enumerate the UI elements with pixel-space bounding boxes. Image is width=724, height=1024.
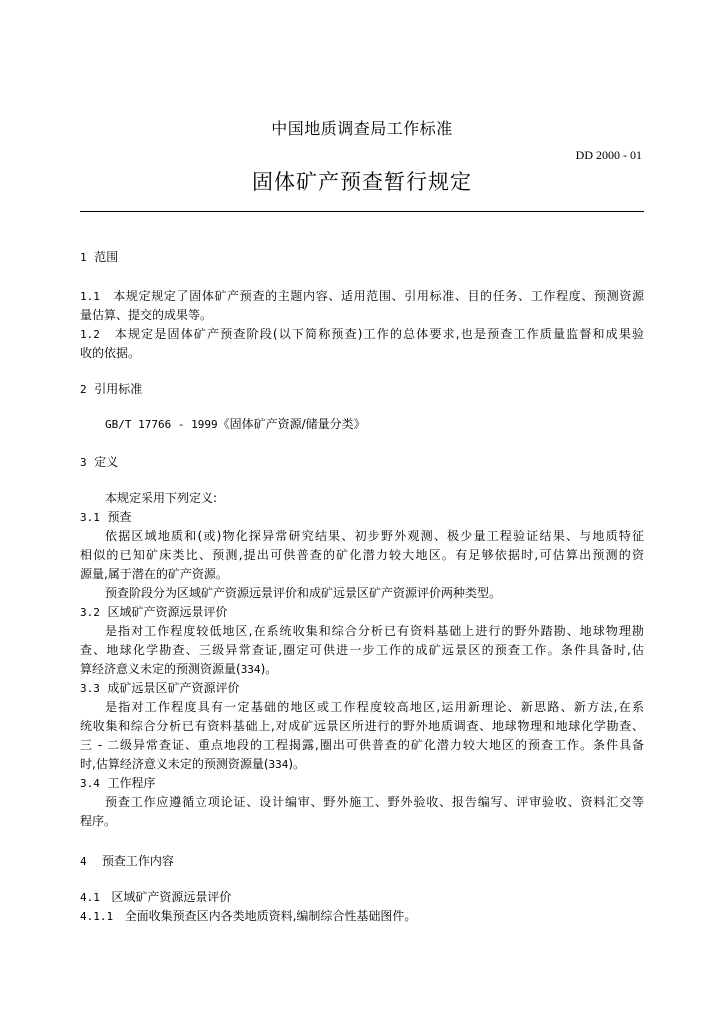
clause-text: 查、地球化学勘查、三级异常查证,圈定可供进一步工作的成矿远景区的预查工作。条件具备时,估 <box>80 643 644 657</box>
section-title: 范围 <box>94 250 119 264</box>
clause-text: )。 <box>260 662 278 676</box>
clause-text: 量估算、提交的成果等。 <box>80 308 213 322</box>
section-title: 预查工作内容 <box>101 854 174 868</box>
reference-title: 《固体矿产资源/储量分类》 <box>217 417 366 431</box>
section-title: 定义 <box>94 455 119 469</box>
clause-text: 三 - 二级异常查证、重点地段的工程揭露,圈出可供普查的矿化潜力较大地区的预查工作。条件具备 <box>80 738 644 752</box>
section-number: 2 <box>80 383 87 396</box>
standard-code: DD 2000 - 01 <box>575 148 642 162</box>
resource-class-code: 334 <box>240 663 261 676</box>
section-3-body <box>80 489 644 831</box>
clause-text: 时,估算经济意义未定的预测资源量( <box>80 757 269 771</box>
clause-text: 统收集和综合分析已有资料基础上,对成矿远景区所进行的野外地质调查、地球物理和地球化学勘查、 <box>80 719 644 733</box>
section-title: 引用标准 <box>94 382 143 396</box>
clause-heading: 区域矿产资源远景评价 <box>107 605 228 619</box>
reference-code: GB/T 17766 - 1999 <box>105 418 218 431</box>
clause-text: 相似的已知矿床类比、预测,提出可供普查的矿化潜力较大地区。有足够依据时,可估算出预测的资 <box>80 548 644 562</box>
clause-text: 本规定规定了固体矿产预查的主题内容、适用范围、引用标准、目的任务、工作程度、预测资源 <box>113 289 644 303</box>
issuing-organization: 中国地质调查局工作标准 <box>271 119 453 138</box>
clause-number: 1.1 <box>80 290 100 303</box>
clause-text: 收的依据。 <box>80 346 141 360</box>
clause-number: 1.2 <box>80 328 100 341</box>
clause-heading: 工作程序 <box>107 776 156 790</box>
section-4-body <box>80 888 644 926</box>
clause-text: 依据区域地质和(或)物化探异常研究结果、初步野外观测、极少量工程验证结果、与地质特征 <box>105 529 644 543</box>
clause-text: 算经济意义未定的预测资源量( <box>80 662 241 676</box>
normative-reference <box>80 415 644 434</box>
clause-text: 是指对工作程度具有一定基础的地区或工作程度较高地区,运用新理论、新思路、新方法,在系 <box>105 700 644 714</box>
clause-text: 全面收集预查区内各类地质资料,编制综合性基础图件。 <box>124 909 417 923</box>
clause-number: 4.1 <box>80 891 100 904</box>
clause-heading: 成矿远景区矿产资源评价 <box>107 681 240 695</box>
section-3-heading <box>80 453 644 472</box>
clause-text: 源量,属于潜在的矿产资源。 <box>80 567 228 581</box>
section-number: 3 <box>80 456 87 469</box>
clause-number: 3.3 <box>80 682 100 695</box>
definition-intro: 本规定采用下列定义: <box>105 491 218 505</box>
clause-heading: 预查 <box>107 510 132 524</box>
clause-text: 预查工作应遵循立项论证、设计编审、野外施工、野外验收、报告编写、评审验收、资料汇交等 <box>105 795 644 809</box>
section-2-heading <box>80 380 644 399</box>
clause-1-1 <box>80 287 644 363</box>
clause-text: 本规定是固体矿产预查阶段(以下简称预查)工作的总体要求,也是预查工作质量监督和成果验 <box>114 327 644 341</box>
clause-number: 4.1.1 <box>80 910 114 923</box>
clause-heading: 区域矿产资源远景评价 <box>111 890 232 904</box>
document-title: 固体矿产预查暂行规定 <box>252 170 472 194</box>
title-divider <box>80 211 644 212</box>
clause-text: 程序。 <box>80 814 117 828</box>
section-number: 4 <box>80 855 87 868</box>
clause-number: 3.2 <box>80 606 100 619</box>
clause-number: 3.4 <box>80 777 100 790</box>
clause-text: )。 <box>288 757 306 771</box>
section-4-heading <box>80 852 644 871</box>
clause-text: 是指对工作程度较低地区,在系统收集和综合分析已有资料基础上进行的野外踏勘、地球物理勘 <box>105 624 644 638</box>
clause-text: 预查阶段分为区域矿产资源远景评价和成矿远景区矿产资源评价两种类型。 <box>105 586 502 600</box>
resource-class-code: 334 <box>268 758 289 771</box>
section-number: 1 <box>80 251 87 264</box>
section-1-heading <box>80 248 644 267</box>
clause-number: 3.1 <box>80 511 100 524</box>
